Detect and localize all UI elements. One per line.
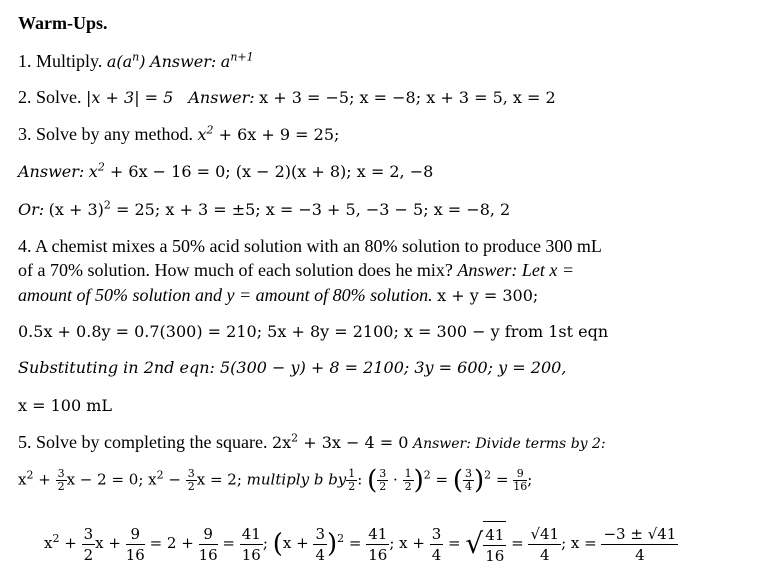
problem-4-line-2: of a 70% solution. How much of each solution does he mix? Answer: Let x = [18, 260, 575, 280]
problem-1-expr: a(a [106, 52, 133, 71]
problem-4-line-3: amount of 50% solution and y = amount of 80% solution. x + y = 300; [18, 285, 539, 305]
answer-label: Answer: [188, 88, 255, 107]
page-title: Warm-Ups. [18, 13, 108, 33]
problem-5-step-2: $x^2$ + $\frac{3}{2}$ x + $\frac{9}{16}$ = 2 + $\frac{9}{16}$ = $\frac{41}{16}$ ; (x + $\frac{3}{4}$ )$^2$ = $\frac{41}{16}$ ; x + $\frac{3}{4}$ = √ $\frac{41}{16}$ = $\frac{√41}{4}$ ; x = $\frac{-3 \pm √41}{4}$ [44, 520, 678, 568]
problem-2-expr: |x + 3| = 5 [86, 88, 174, 107]
problem-4-line-1: 4. A chemist mixes a 50% acid solution with an 80% solution to produce 300 mL [18, 236, 602, 256]
problem-1-label: 1. Multiply. [18, 51, 103, 71]
problem-2-answer: x + 3 = −5; x = −8; x + 3 = 5, x = 2 [259, 88, 556, 107]
problem-3-alt-answer: Or: $(x + 3)^2 = 25$; x + 3 = ±5; x = −3 + 5, −3 − 5; x = −8, 2 [18, 198, 511, 219]
answer-label: Answer: [150, 52, 217, 71]
problem-5-step-1: $x^2$ + $\frac{3}{2}$ x − 2 = 0; $x^2$ − $\frac{3}{2}$ x = 2; multiply b by $\frac{1}{2}$ : ( $\frac{3}{2}$ · $\frac{1}{2}$ )$^2$ = ( $\frac{3}{4}$ )$^2$ = $\frac{9}{16}$ ; [18, 465, 533, 496]
problem-2 [18, 86, 556, 109]
problem-5: 5. Solve by completing the square. $2x^2 + 3x - 4 = 0$ Answer: Divide terms by 2: [18, 431, 606, 452]
problem-4-line-4: 0.5x + 0.8y = 0.7(300) = 210; 5x + 8y = 2100; x = 300 − y from 1st eqn [18, 322, 609, 341]
answer-label: Answer: Divide terms by 2: [412, 436, 606, 452]
problem-5-label: 5. Solve by completing the square. [18, 432, 268, 452]
problem-4-line-5: Substituting in 2nd eqn: 5(300 − y) + 8 = 2100; 3y = 600; y = 200, [18, 358, 567, 377]
problem-1: 1. Multiply. $a(a^n)$ Answer: $a^{n+1}$ [18, 50, 254, 71]
problem-2-label: 2. Solve. [18, 87, 82, 107]
problem-4-line-6: x = 100 mL [18, 396, 113, 415]
problem-3-label: 3. Solve by any method. [18, 124, 193, 144]
problem-3: 3. Solve by any method. $x^2 + 6x + 9 = 25$; [18, 123, 340, 144]
problem-3-answer: Answer: $x^2 + 6x - 16 = 0$; (x − 2)(x + 8); x = 2, −8 [18, 160, 434, 181]
